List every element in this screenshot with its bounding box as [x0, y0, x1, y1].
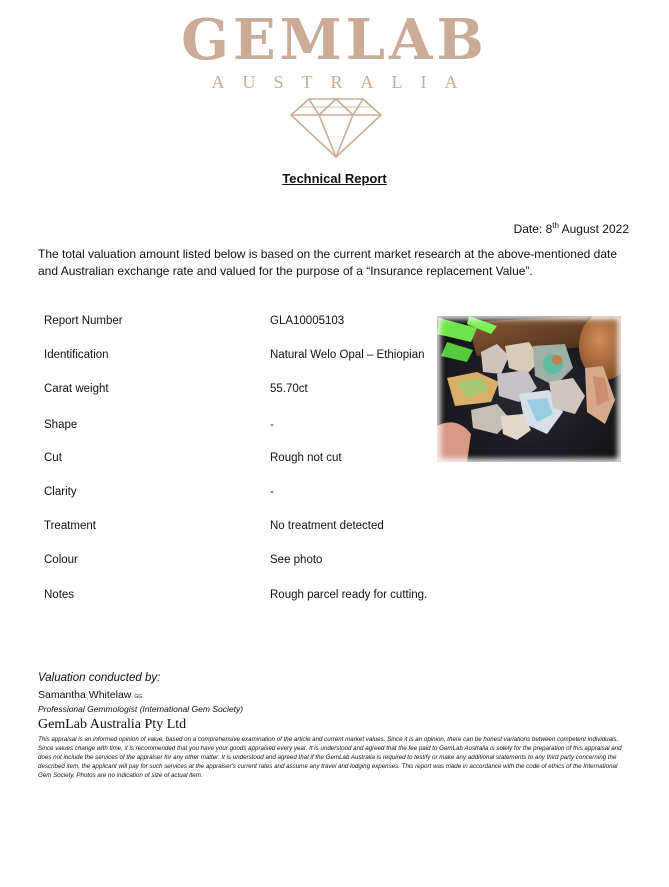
detail-value: -	[270, 419, 274, 431]
detail-row-shape	[44, 419, 464, 435]
detail-value: No treatment detected	[270, 520, 384, 532]
detail-row-notes	[44, 589, 464, 605]
detail-value: 55.70ct	[270, 383, 308, 395]
report-date	[514, 221, 629, 236]
detail-label: Shape	[44, 419, 78, 431]
opal-photo	[437, 316, 621, 462]
intro-paragraph: The total valuation amount listed below is based on the current market research at the above-mentioned date and Australian exchange rate and valued for the purpose of a “Insurance replacement Value”.	[38, 247, 618, 278]
detail-row-carat-weight	[44, 383, 464, 399]
detail-value: Natural Welo Opal – Ethiopian	[270, 349, 425, 361]
valuation-conducted-label: Valuation conducted by:	[38, 672, 161, 684]
logo-wordmark: GEMLAB	[181, 7, 488, 73]
date-month-year: August 2022	[558, 222, 629, 236]
appraiser-name-text: Samantha Whitelaw	[38, 689, 132, 701]
disclaimer-text: This appraisal is an informed opinion of value, based on a comprehensive examination of the article and current market values. Since it is an opinion, there can be honest variations between competent individuals. Since values change with time, it is recommended that you have your goods appraised every year. It is understood and agreed that the fee paid to GemLab Australia is solely for the preparation of this appraisal and does not include the services of the appraiser for any other matter. It is understood and agreed that if the GemLab Australia is required to testify or make any additional statements to any third party concerning the described item, the applicant will pay for such services at the appraiser's current rates and assume any travel and lodging expenses. This report was made in accordance with the code of ethics of the International Gem Society. Photos are no indication of size of actual item.	[38, 736, 622, 779]
detail-value: GLA10005103	[270, 315, 345, 327]
detail-label: Identification	[44, 349, 109, 361]
appraiser-credential: GG	[134, 694, 143, 700]
detail-row-clarity	[44, 486, 464, 502]
diamond-icon	[289, 97, 383, 159]
detail-row-cut	[44, 452, 464, 468]
detail-label: Report Number	[44, 315, 123, 327]
detail-label: Notes	[44, 589, 75, 601]
detail-label: Carat weight	[44, 383, 109, 395]
detail-value: Rough parcel ready for cutting.	[270, 589, 428, 601]
detail-value: See photo	[270, 554, 323, 566]
date-suffix-sup: th	[552, 221, 559, 230]
detail-label: Cut	[44, 452, 62, 464]
detail-label: Colour	[44, 554, 78, 566]
gemlab-logo	[0, 7, 669, 92]
appraiser-name	[38, 689, 142, 701]
detail-value: Rough not cut	[270, 452, 342, 464]
logo-subtitle: AUSTRALIA	[211, 72, 476, 92]
detail-value: -	[270, 486, 274, 498]
detail-row-report-number	[44, 315, 464, 331]
detail-row-treatment	[44, 520, 464, 536]
detail-row-identification	[44, 349, 464, 365]
detail-row-colour	[44, 554, 464, 570]
company-name: GemLab Australia Pty Ltd	[38, 717, 187, 732]
detail-label: Treatment	[44, 520, 96, 532]
date-prefix: Date: 8	[513, 222, 553, 236]
report-title: Technical Report	[282, 171, 387, 186]
detail-label: Clarity	[44, 486, 77, 498]
appraiser-role: Professional Gemmologist (International Gem Society)	[38, 704, 244, 714]
